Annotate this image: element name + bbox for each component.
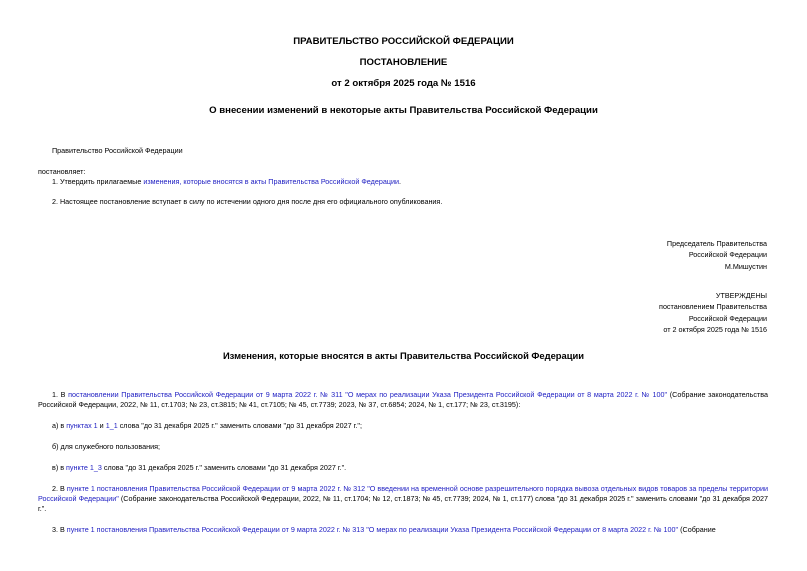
changes-item-c [52,463,346,473]
approval-label: УТВЕРЖДЕНЫ [715,291,767,300]
approval-line-4: от 2 октября 2025 года № 1516 [663,325,767,335]
a-link-1[interactable]: пунктах 1 [66,421,98,430]
a-link-2[interactable]: 1_1 [105,421,118,430]
changes-paragraph-2 [38,484,768,513]
signature-position: Председатель Правительства [666,239,767,248]
p2-link[interactable]: пункте 1 постановления Правительства Российской Федерации от 9 марта 2022 г. № 312 "О введении на временной основе разрешительного порядка вывоза отдельных видов товаров за пределы территории Российской Федерации" [38,484,768,503]
p3-link[interactable]: пункте 1 постановления Правительства Российской Федерации от 9 марта 2022 г. № 313 "О мерах по реализации Указа Президента Российской Федерации от 8 марта 2022 г. № 100" [66,525,679,534]
a-mid: и [97,421,106,430]
changes-title: Изменения, которые вносятся в акты Правительства Российской Федерации [222,350,585,361]
signature-name: М.Мишустин [724,261,767,271]
p3-suffix: (Собрание [678,525,716,534]
changes-item-a [52,421,362,431]
changes-paragraph-1 [38,390,768,410]
approval-block [659,290,767,336]
c-suffix: слова "до 31 декабря 2025 г." заменить словами "до 31 декабря 2027 г.". [101,463,347,472]
government-heading: ПРАВИТЕЛЬСТВО РОССИЙСКОЙ ФЕДЕРАЦИИ [293,36,514,47]
p2-prefix: 2. В [52,484,67,493]
preamble-item-2: 2. Настоящее постановление вступает в силу по истечении одного дня после дня его официального опубликования. [52,197,443,206]
document-title: О внесении изменений в некоторые акты Правительства Российской Федерации [209,105,598,116]
decides-text: постановляет: [38,167,86,176]
p2-suffix: (Собрание законодательства Российской Федерации, 2022, № 11, ст.1704; № 12, ст.1873; № 45, ст.7739; 2024, № 1, ст.177) слова "до 31 декабря 2025 г." заменить словами "до 31 декабря 2027 г.". [38,493,768,513]
item1-prefix: 1. Утвердить прилагаемые [52,177,144,186]
signature-block [667,238,767,272]
issuer-text: Правительство Российской Федерации [52,146,183,155]
p1-link[interactable]: постановлении Правительства Российской Федерации от 9 марта 2022 г. № 311 "О мерах по реализации Указа Президента Российской Федерации от 8 марта 2022 г. № 100" [68,390,668,399]
p1-prefix: 1. В [52,390,69,399]
p3-prefix: 3. В [52,525,67,534]
c-prefix: в) в [52,463,67,472]
document-type: ПОСТАНОВЛЕНИЕ [359,57,448,68]
p1-suffix: (Собрание законодательства Российской Федерации, 2022, № 11, ст.1703; № 23, ст.3815; № 41, ст.7105; № 45, ст.7739; 2023, № 37, ст.6854; 2024, № 1, ст.177; № 23, ст.3195): [38,390,768,409]
signature-org: Российской Федерации [688,250,767,260]
document-date-number: от 2 октября 2025 года № 1516 [331,78,476,89]
preamble-item-1 [52,177,401,187]
a-prefix: а) в [52,421,67,430]
approval-line-2: постановлением Правительства [659,302,767,312]
changes-paragraph-3 [38,525,768,535]
changes-item-b: б) для служебного пользования; [52,442,161,451]
c-link[interactable]: пункте 1_3 [66,463,102,472]
changes-link[interactable]: изменения, которые вносятся в акты Правительства Российской Федерации [143,177,399,186]
item1-suffix: . [398,177,401,186]
a-suffix: слова "до 31 декабря 2025 г." заменить словами "до 31 декабря 2027 г."; [117,421,362,430]
approval-line-3: Российской Федерации [688,313,767,323]
